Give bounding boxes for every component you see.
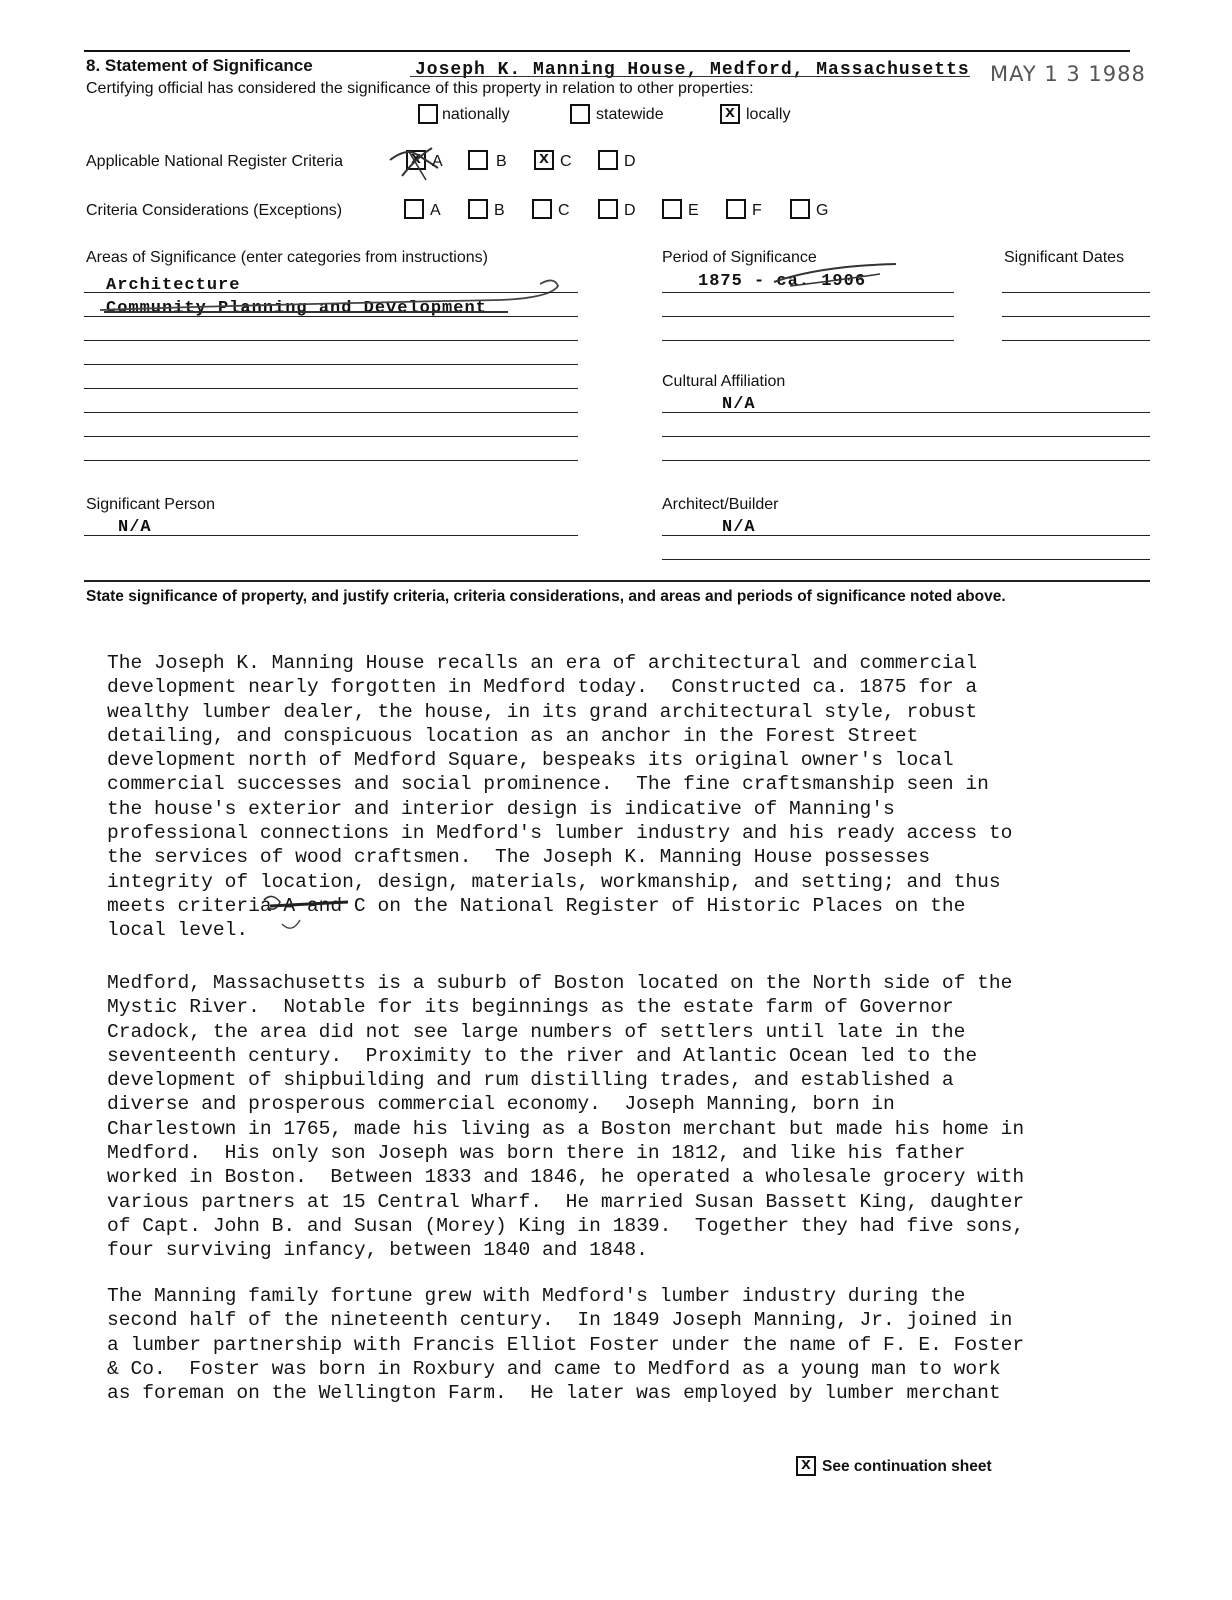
consideration-c-checkbox[interactable] [532, 199, 552, 219]
area-strikeout-line [104, 311, 508, 313]
period-line-2 [662, 316, 954, 317]
consideration-a-label: A [430, 202, 441, 219]
significant-person-value: N/A [118, 518, 152, 537]
criteria-c-label: C [560, 153, 572, 170]
criteria-b-label: B [496, 153, 507, 170]
paragraph-1: The Joseph K. Manning House recalls an era of architectural and commercial development nearly forgotten in Medford today. Constructed ca. 1875 for a wealthy lumber dealer, the house, in its grand architectural style, robust detailing, and conspicuous location as an anchor in the Forest Street development north of Medford Square, bespeaks its original owner's local commercial successes and social prominence. The fine craftsmanship seen in the house's exterior and interior design is indicative of Manning's professional connections in Medford's lumber industry and his ready access to the services of wood craftsmen. The Joseph K. Manning House possesses integrity of location, design, materials, workmanship, and setting; and thus meets criteria A and C on the National Register of Historic Places on the local level. [107, 652, 1013, 942]
person-line-1 [84, 535, 578, 536]
cultural-line-1 [662, 412, 1150, 413]
period-handwritten-mark [760, 256, 910, 296]
cultural-line-3 [662, 460, 1150, 461]
section-title: 8. Statement of Significance [86, 56, 313, 75]
criteria-d-checkbox[interactable] [598, 150, 618, 170]
consideration-c-label: C [558, 202, 570, 219]
area-line-6 [84, 412, 578, 413]
period-line-3 [662, 340, 954, 341]
considerations-label: Criteria Considerations (Exceptions) [86, 202, 343, 219]
area-entry-architecture: Architecture [106, 276, 241, 295]
period-line-1 [662, 292, 954, 293]
paragraph-2: Medford, Massachusetts is a suburb of Boston located on the North side of the Mystic River. Notable for its beginnings as the estate farm of Governor Cradock, the area did not see large numbers of settlers until late in the seventeenth century. Proximity to the river and Atlantic Ocean led to the development of shipbuilding and rum distilling trades, and established a diverse and prosperous commercial economy. Joseph Manning, born in Charlestown in 1765, made his living as a Boston merchant but made his home in Medford. His only son Joseph was born there in 1812, and like his father worked in Boston. Between 1833 and 1846, he operated a wholesale grocery with various partners at 15 Central Wharf. He married Susan Bassett King, daughter of Capt. John B. and Susan (Morey) King in 1839. Together they had five sons, four surviving infancy, between 1840 and 1848. [107, 972, 1025, 1262]
dates-line-3 [1002, 340, 1150, 341]
architect-builder-label: Architect/Builder [662, 496, 779, 513]
architect-builder-value: N/A [722, 518, 756, 537]
period-value: 1875 - ca. 1906 [698, 272, 867, 291]
statewide-label: statewide [596, 106, 664, 123]
area-line-3 [84, 340, 578, 341]
consideration-e-checkbox[interactable] [662, 199, 682, 219]
consideration-b-label: B [494, 202, 505, 219]
dates-line-1 [1002, 292, 1150, 293]
period-label: Period of Significance [662, 249, 817, 266]
area-line-1 [84, 292, 578, 293]
locally-check-mark: x [724, 104, 736, 123]
consideration-d-checkbox[interactable] [598, 199, 618, 219]
locally-label: locally [746, 106, 791, 123]
statement-prompt: State significance of property, and justify criteria, criteria considerations, and areas and periods of significance noted above. [86, 588, 1006, 605]
nationally-label: nationally [442, 106, 510, 123]
continuation-checkbox[interactable] [796, 1456, 816, 1476]
property-name-underline [410, 76, 970, 77]
criteria-a-check-mark: x [410, 150, 422, 169]
consideration-a-checkbox[interactable] [404, 199, 424, 219]
consideration-f-checkbox[interactable] [726, 199, 746, 219]
area-line-8 [84, 460, 578, 461]
consideration-e-label: E [688, 202, 699, 219]
consideration-b-checkbox[interactable] [468, 199, 488, 219]
consideration-g-label: G [816, 202, 829, 219]
criteria-a-label: A [432, 153, 443, 170]
section-divider [84, 580, 1150, 582]
top-rule [84, 50, 1130, 52]
significant-dates-label: Significant Dates [1004, 249, 1125, 266]
dates-line-2 [1002, 316, 1150, 317]
continuation-label: See continuation sheet [822, 1458, 992, 1475]
certifying-prompt: Certifying official has considered the significance of this property in relation to other properties: [86, 80, 754, 97]
significant-person-label: Significant Person [86, 496, 215, 513]
architect-line-2 [662, 559, 1150, 560]
consideration-f-label: F [752, 202, 762, 219]
area-line-2 [84, 316, 578, 317]
cultural-affiliation-label: Cultural Affiliation [662, 373, 786, 390]
criteria-c-checkbox[interactable] [534, 150, 554, 170]
criteria-b-checkbox[interactable] [468, 150, 488, 170]
consideration-g-checkbox[interactable] [790, 199, 810, 219]
statewide-checkbox[interactable] [570, 104, 590, 124]
area-entry-community-planning: Community Planning and Development [106, 299, 487, 318]
cultural-affiliation-value: N/A [722, 395, 756, 414]
area-line-5 [84, 388, 578, 389]
property-name: Joseph K. Manning House, Medford, Massachusetts [415, 60, 970, 80]
criteria-handwritten-correction [258, 890, 368, 938]
locally-checkbox[interactable] [720, 104, 740, 124]
criteria-d-label: D [624, 153, 636, 170]
architect-line-1 [662, 535, 1150, 536]
area-line-4 [84, 364, 578, 365]
consideration-d-label: D [624, 202, 636, 219]
areas-label: Areas of Significance (enter categories from instructions) [86, 249, 488, 266]
criteria-c-check-mark: x [538, 150, 550, 169]
paragraph-3: The Manning family fortune grew with Medford's lumber industry during the second half of the nineteenth century. In 1849 Joseph Manning, Jr. joined in a lumber partnership with Francis Elliot Foster under the name of F. E. Foster & Co. Foster was born in Roxbury and came to Medford as a young man to work as foreman on the Wellington Farm. He later was employed by lumber merchant [107, 1285, 1025, 1405]
area-line-7 [84, 436, 578, 437]
criteria-label: Applicable National Register Criteria [86, 153, 344, 170]
continuation-check-mark: x [800, 1456, 812, 1475]
received-stamp: MAY 1 3 1988 [990, 62, 1146, 86]
cultural-line-2 [662, 436, 1150, 437]
nationally-checkbox[interactable] [418, 104, 438, 124]
